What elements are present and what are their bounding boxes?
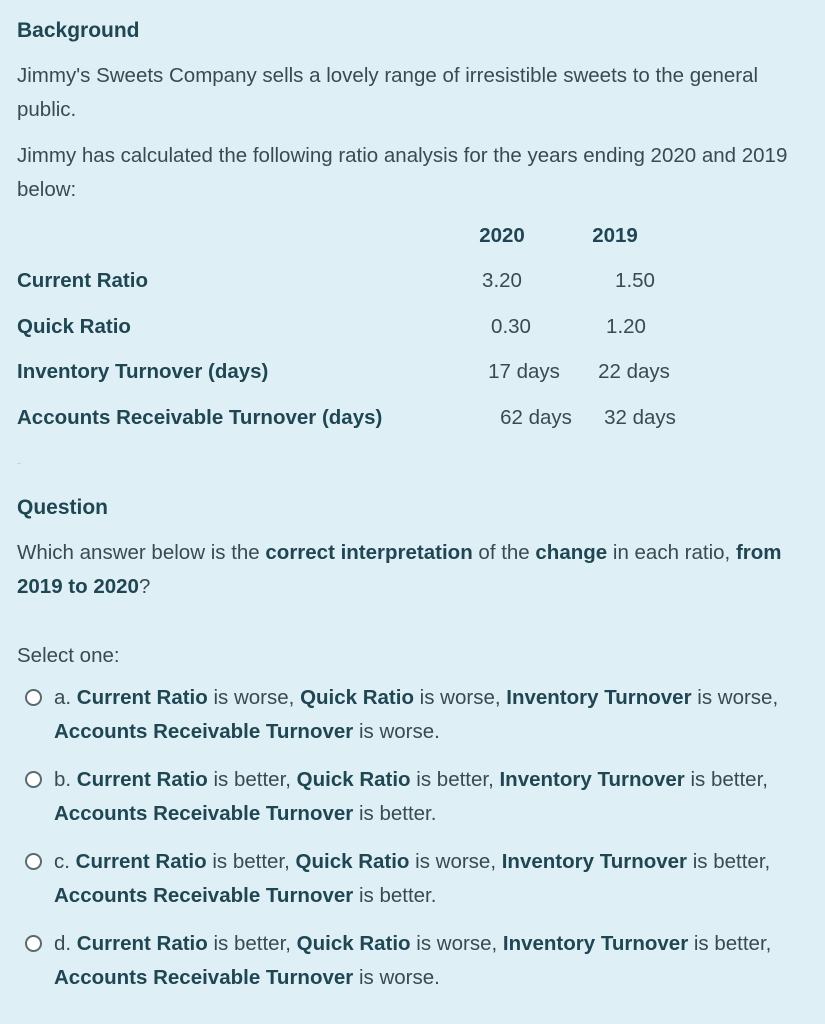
option-c-text[interactable]: c. Current Ratio is better, Quick Ratio is worse, Inventory Turnover is better, Accounts Receivable Turnover is better. — [54, 850, 771, 907]
row-label: Quick Ratio — [17, 315, 131, 338]
option-d[interactable] — [25, 932, 800, 1002]
table-row — [17, 406, 807, 436]
divider-mark — [17, 463, 21, 464]
value-2019: 32 days — [604, 406, 676, 429]
radio-button[interactable] — [25, 935, 42, 952]
value-2020: 17 days — [488, 360, 560, 383]
radio-button[interactable] — [25, 689, 42, 706]
option-b-text[interactable]: b. Current Ratio is better, Quick Ratio is better, Inventory Turnover is better, Accounts Receivable Turnover is better. — [54, 768, 768, 825]
option-a-text[interactable]: a. Current Ratio is worse, Quick Ratio is worse, Inventory Turnover is worse, Accounts Receivable Turnover is worse. — [54, 686, 779, 743]
ratio-table-header — [17, 224, 807, 254]
value-2020: 0.30 — [491, 315, 531, 338]
row-label: Current Ratio — [17, 269, 148, 292]
question-text: Which answer below is the correct interpretation of the change in each ratio, from 2019 to 2020? — [17, 541, 782, 598]
table-row — [17, 360, 807, 390]
row-label: Accounts Receivable Turnover (days) — [17, 406, 383, 429]
value-2020: 62 days — [500, 406, 572, 429]
row-label: Inventory Turnover (days) — [17, 360, 269, 383]
table-row — [17, 315, 807, 345]
option-a[interactable] — [25, 686, 800, 756]
radio-button[interactable] — [25, 853, 42, 870]
value-2019: 22 days — [598, 360, 670, 383]
question-heading: Question — [17, 496, 109, 519]
option-b[interactable] — [25, 768, 800, 838]
background-paragraph-2: Jimmy has calculated the following ratio analysis for the years ending 2020 and 2019 below: — [17, 144, 788, 201]
table-row — [17, 269, 807, 299]
select-one-label: Select one: — [17, 644, 120, 667]
radio-button[interactable] — [25, 771, 42, 788]
option-c[interactable] — [25, 850, 800, 920]
year-2019-header: 2019 — [592, 224, 638, 247]
year-2020-header: 2020 — [479, 224, 525, 247]
background-paragraph-1: Jimmy's Sweets Company sells a lovely range of irresistible sweets to the general public. — [17, 64, 759, 121]
value-2019: 1.50 — [615, 269, 655, 292]
value-2019: 1.20 — [606, 315, 646, 338]
value-2020: 3.20 — [482, 269, 522, 292]
background-heading: Background — [17, 19, 140, 42]
option-d-text[interactable]: d. Current Ratio is better, Quick Ratio is worse, Inventory Turnover is better, Accounts Receivable Turnover is worse. — [54, 932, 772, 989]
